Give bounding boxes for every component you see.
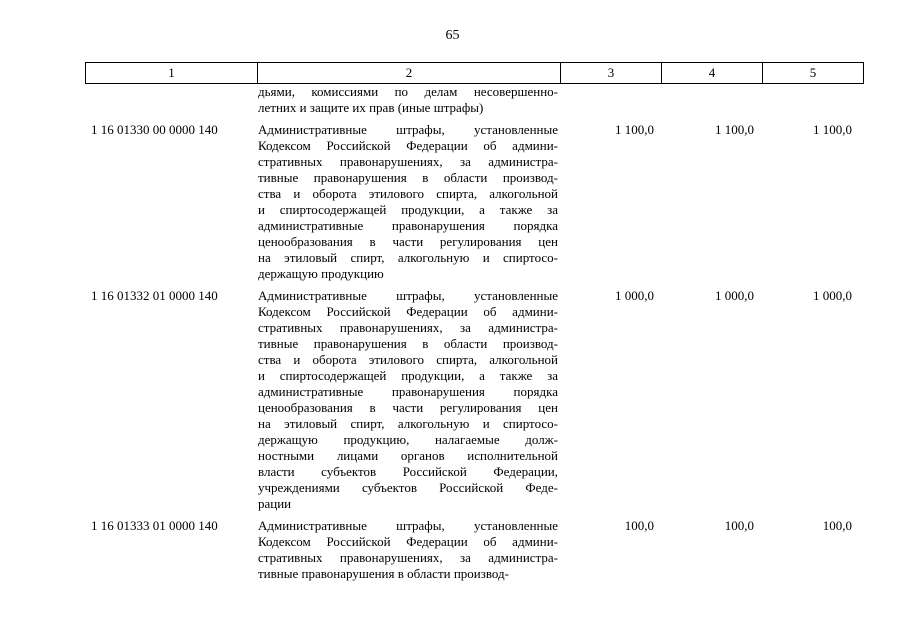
table-row [85, 84, 866, 116]
description-line: Административные штрафы, установленные [258, 288, 558, 303]
description-line: и спиртосодержащей продукции, а также за [258, 202, 558, 217]
description-line: и спиртосодержащей продукции, а также за [258, 368, 558, 383]
description-line: власти субъектов Российской Федерации, [258, 464, 558, 479]
description-line: Кодексом Российской Федерации об админи- [258, 304, 558, 319]
amount-col-3: 100,0 [624, 518, 654, 533]
amount-col-3: 1 100,0 [615, 122, 654, 137]
description-line: учреждениями субъектов Российской Феде- [258, 480, 558, 495]
page-number: 65 [445, 28, 460, 43]
item-description [256, 122, 558, 282]
description-line: рации [258, 496, 292, 511]
amount-col-5: 100,0 [822, 518, 852, 533]
header-col-3: 3 [561, 63, 662, 84]
description-line: Административные штрафы, установленные [258, 122, 558, 137]
table-row [85, 518, 866, 582]
description-line: тивные правонарушения в области производ- [258, 566, 510, 581]
header-col-1: 1 [86, 63, 258, 84]
description-line: Кодексом Российской Федерации об админи- [258, 534, 558, 549]
header-row [86, 63, 864, 84]
amount-col-4 [658, 84, 758, 116]
amount-col-4: 100,0 [724, 518, 754, 533]
description-line: административные правонарушения порядка [258, 218, 558, 233]
description-line: стративных правонарушениях, за администра- [258, 320, 558, 335]
description-line: Кодексом Российской Федерации об админи- [258, 138, 558, 153]
description-line: ценообразования в части регулирования цен [258, 234, 558, 249]
description-line: ностными лицами органов исполнительной [258, 448, 558, 463]
table-row [85, 288, 866, 512]
amount-col-5: 1 000,0 [813, 288, 852, 303]
item-description [256, 84, 558, 116]
table-body [85, 84, 866, 588]
header-col-4: 4 [662, 63, 763, 84]
description-line: тивные правонарушения в области производ- [258, 336, 558, 351]
description-line: держащую продукцию [258, 266, 384, 281]
table-row [85, 122, 866, 282]
budget-code: 1 16 01330 00 0000 140 [91, 122, 218, 137]
description-line: на этиловый спирт, алкогольную и спиртосо- [258, 250, 558, 265]
budget-code [85, 84, 256, 116]
description-line: держащую продукцию, налагаемые долж- [258, 432, 558, 447]
table-header [85, 62, 864, 84]
amount-col-4: 1 100,0 [715, 122, 754, 137]
header-col-5: 5 [763, 63, 864, 84]
amount-col-5: 1 100,0 [813, 122, 852, 137]
amount-col-4: 1 000,0 [715, 288, 754, 303]
amount-col-3: 1 000,0 [615, 288, 654, 303]
description-line: стративных правонарушениях, за администра- [258, 550, 558, 565]
description-line: ства и оборота этилового спирта, алкогольной [258, 186, 558, 201]
description-line: ценообразования в части регулирования цен [258, 400, 558, 415]
description-line: Административные штрафы, установленные [258, 518, 558, 533]
description-line: тивные правонарушения в области производ- [258, 170, 558, 185]
budget-code: 1 16 01332 01 0000 140 [91, 288, 218, 303]
item-description [256, 288, 558, 512]
amount-col-5 [758, 84, 858, 116]
item-description [256, 518, 558, 582]
description-line: ства и оборота этилового спирта, алкогольной [258, 352, 558, 367]
description-line: административные правонарушения порядка [258, 384, 558, 399]
header-col-2: 2 [258, 63, 561, 84]
description-line: на этиловый спирт, алкогольную и спиртосо- [258, 416, 558, 431]
description-line: дьями, комиссиями по делам несовершенно- [258, 84, 558, 99]
budget-code: 1 16 01333 01 0000 140 [91, 518, 218, 533]
description-line: летних и защите их прав (иные штрафы) [258, 100, 484, 115]
description-line: стративных правонарушениях, за администра- [258, 154, 558, 169]
amount-col-3 [558, 84, 658, 116]
